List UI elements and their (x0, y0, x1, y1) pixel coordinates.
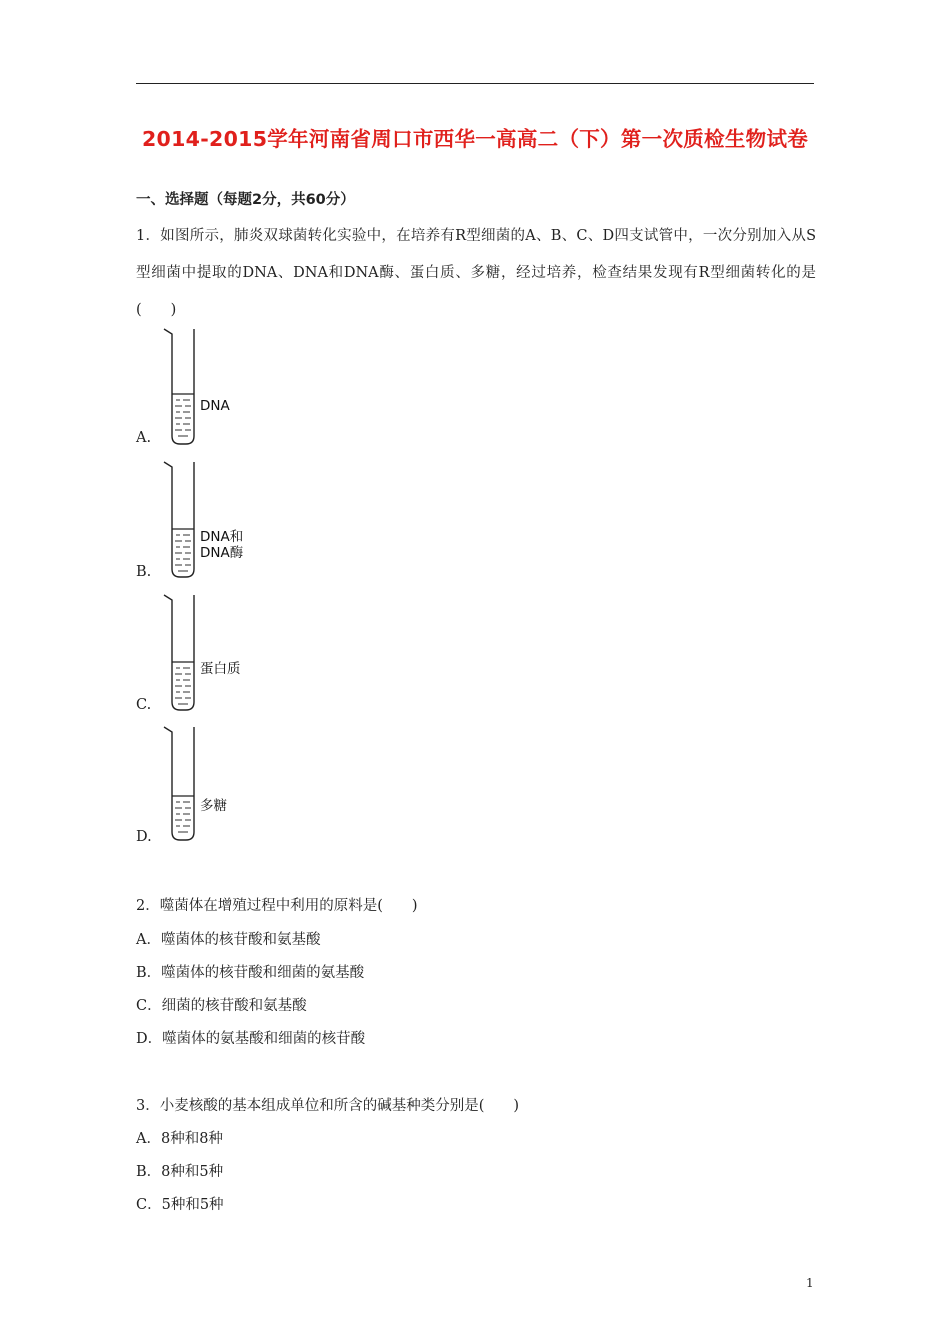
option-d-label: D. (136, 829, 152, 845)
test-tube-c-figure (160, 594, 244, 712)
exam-title: 2014-2015学年河南省周口市西华一高高二（下）第一次质检生物试卷 (141, 127, 809, 151)
option-c-label: C. (136, 697, 152, 713)
test-tube-b-figure (160, 461, 244, 579)
tube-b-label-line1: DNA和 (200, 529, 244, 545)
tube-c-label: 蛋白质 (200, 661, 241, 677)
question-2-option-b: B．噬菌体的核苷酸和细菌的氨基酸 (136, 965, 365, 981)
tube-d-label: 多糖 (200, 798, 227, 814)
test-tube-a-figure (160, 328, 244, 446)
option-a-label: A. (136, 430, 152, 446)
question-1-stem: 1．如图所示，肺炎双球菌转化实验中，在培养有R型细菌的A、B、C、D四支试管中，一次分别加入从S型细菌中提取的DNA、DNA和DNA酶、蛋白质、多糖，经过培养，检查结果发现有R型细菌转化的是( ) (136, 228, 816, 318)
question-2-option-d: D．噬菌体的氨基酸和细菌的核苷酸 (136, 1031, 366, 1047)
test-tube-d-figure (160, 726, 244, 844)
question-3-stem: 3．小麦核酸的基本组成单位和所含的碱基种类分别是( ) (136, 1098, 520, 1114)
question-2-option-a: A．噬菌体的核苷酸和氨基酸 (136, 932, 321, 948)
question-2-option-c: C．细菌的核苷酸和氨基酸 (136, 998, 307, 1014)
question-3-option-c: C．5种和5种 (136, 1197, 224, 1213)
tube-a-label: DNA (200, 398, 230, 414)
section-heading: 一、选择题（每题2分，共60分） (136, 192, 355, 208)
tube-b-label-line2: DNA酶 (200, 545, 244, 561)
option-b-label: B. (136, 564, 152, 580)
question-2-stem: 2．噬菌体在增殖过程中利用的原料是( ) (136, 898, 418, 914)
header-rule (136, 83, 814, 84)
question-3-option-a: A．8种和8种 (136, 1131, 223, 1147)
question-3-option-b: B．8种和5种 (136, 1164, 224, 1180)
page-number: 1 (806, 1276, 814, 1290)
